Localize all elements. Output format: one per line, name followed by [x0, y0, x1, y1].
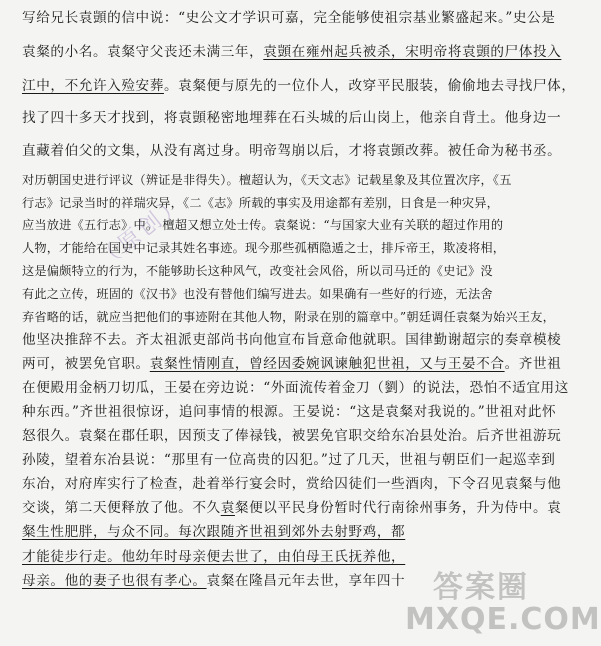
text-line: 母亲。他的妻子也很有孝心。袁粲在隆昌元年去世，享年四十	[22, 573, 406, 589]
text-line: 在便殿用金柄刀切瓜，王晏在旁边说：“外面流传着金刀（劉）的说法，恐怕不适宜用这	[22, 380, 569, 396]
diagonal-watermark: （原创）	[93, 189, 191, 274]
text-line: 人物，才能给在国史中记录其姓名事迹。现今那些孤栖隐遁之士，排斥帝王，欺凌将相，	[22, 241, 506, 255]
text-line: 两可，被罢免官职。袁粲性情刚直，曾经因委婉讽谏触犯世祖，又与王晏不合。齐世祖	[22, 356, 562, 372]
text-line: 行志》记录当时的祥瑞灾异，《二《志》所载的事实及用途都有差别，日食是一种灾异，	[22, 196, 500, 210]
text-line: 直藏着伯父的文集，从没有离过身。明帝驾崩以后，才将袁顗改葬。被任命为秘书丞。	[22, 143, 562, 159]
site-logo-watermark	[399, 556, 601, 642]
text-line: 交谈，第二天便释放了他。不久袁粲便以平民身份暂时代行南徐州事务，升为侍中。袁	[22, 500, 562, 516]
text-line: 有此之立传，班固的《汉书》也没有替他们编写进去。如果确有一些好的行迹，无法舍	[22, 287, 493, 301]
text-line: 袁粲的小名。袁粲守父丧还未满三年，袁顗在雍州起兵被杀，宋明帝将袁顗的尸体投入	[22, 44, 562, 60]
text-line: 对历朝国史进行评议（辨证是非得失）。檀超认为，《天文志》记载星象及其位置次序，《五	[22, 173, 512, 187]
underlined-phrase: 江中，不允许入殓安葬	[22, 78, 164, 94]
text-line: 弃省略的话，就应当把他们的事迹附在其他人物，附录在别的篇章中。”朝廷调任袁粲为始兴王友，	[22, 310, 555, 324]
text-line	[22, 547, 543, 567]
text-line: 应当放进《五行志》中。 檀超又想立处士传。袁粲说：“与国家大业有关联的超过作用的	[22, 218, 504, 232]
text-line: 东冶，对府库实行了检查，赴着举行宴会时，赏给囚徒们一些酒肉，下令召见袁粲与他	[22, 476, 562, 492]
logo-bottom-text: MXQE.COM	[405, 602, 601, 637]
text-line: 孙陵，望着东冶县说：“那里有一位高贵的囚犯。”过了几天，世祖与朝臣们一起巡幸到	[22, 452, 556, 468]
underlined-phrase: 粲生性肥胖，与众不同。每次跟随齐世祖到郊外去射野鸡，都	[22, 524, 406, 540]
text-line	[22, 522, 543, 542]
text-line: 怒很久。袁粲在郡任职，因预支了俸禄钱，被罢免官职交给东冶县处治。后齐世祖游玩	[22, 428, 562, 444]
logo-top-text: 答案圈	[433, 570, 529, 605]
underlined-phrase: 母亲。他的妻子也很有孝心。	[22, 573, 207, 589]
text-line: 找了四十多天才找到，将袁顗秘密地埋葬在石头城的后山岗上，他亲自背土。他身边一	[22, 110, 562, 126]
underlined-phrase: 袁粲性情刚直，曾经因委婉讽谏触犯世祖，又与王晏不合	[149, 356, 505, 372]
text-line: 江中，不允许入殓安葬。袁粲便与原先的一位仆人，改穿平民服装，偷偷地去寻找尸体，	[22, 78, 576, 94]
text-line: 写给兄长袁顗的信中说：“史公文才学识可嘉，完全能够使祖宗基业繁盛起来。”史公是	[22, 10, 556, 26]
underlined-phrase: 才能徒步行走。他幼年时母亲便去世了，由伯母王氏抚养他，	[22, 549, 406, 565]
underlined-phrase: 袁	[220, 500, 235, 516]
text-line: 他坚决推辞不去。齐太祖派吏部尚书向他宣布旨意命他就职。国律勤谢超宗的奏章模棱	[22, 332, 562, 348]
underlined-phrase: 袁顗在雍州起兵被杀，宋明帝将袁顗的尸体投入	[263, 44, 562, 60]
text-line: 种东西。”齐世祖很惊讶，追问事情的根源。王晏说：“这是袁粲对我说的。”世祖对此怀	[22, 404, 557, 420]
text-line: 这是偏颇特立的行为，不能够助长这种风气，改变社会风俗，所以司马迁的《史记》没	[22, 264, 493, 278]
